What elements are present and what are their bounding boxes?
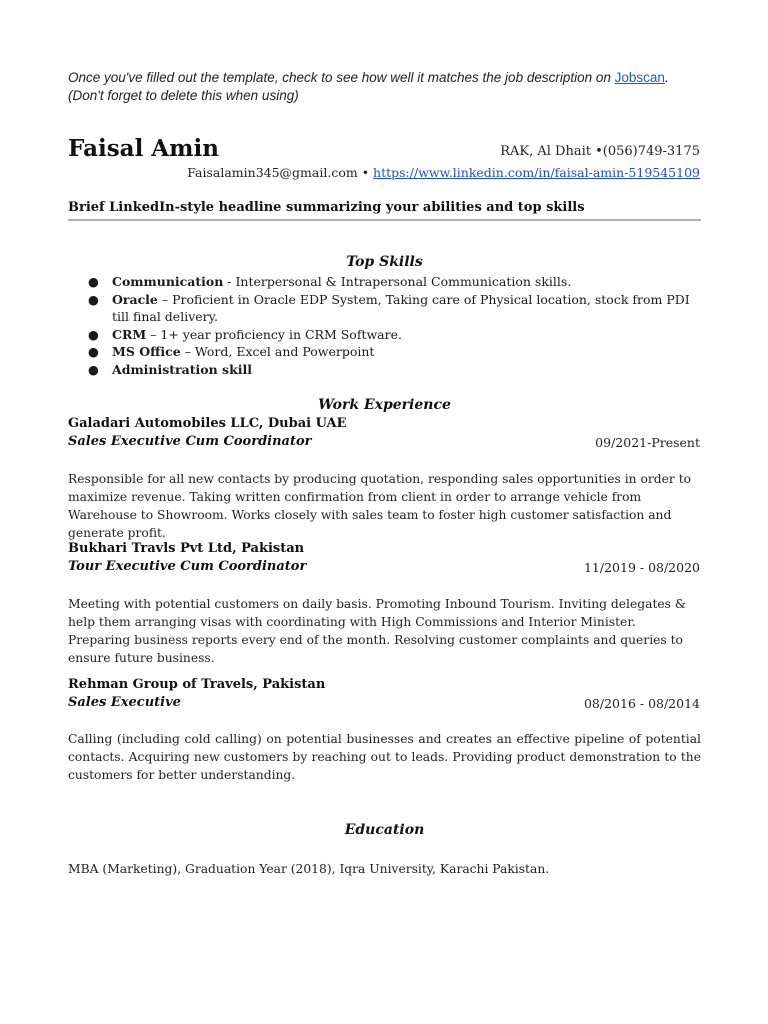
job-role: Tour Executive Cum Coordinator	[68, 559, 307, 574]
job-dates: 08/2016 - 08/2014	[583, 696, 700, 711]
skill-label: Communication	[112, 274, 224, 289]
candidate-name: Faisal Amin	[68, 135, 219, 162]
job-dates: 09/2021-Present	[595, 435, 700, 450]
template-note-line2: (Don't forget to delete this when using)	[68, 88, 299, 103]
job-dates: 11/2019 - 08/2020	[583, 560, 700, 575]
skill-item	[68, 273, 701, 291]
bullet-icon: ●	[88, 361, 99, 377]
linkedin-link[interactable]: https://www.linkedin.com/in/faisal-amin-519545109	[373, 165, 700, 180]
skill-label: MS Office	[112, 344, 181, 359]
job-company: Rehman Group of Travels, Pakistan	[68, 677, 326, 692]
jobscan-link[interactable]: Jobscan	[614, 70, 665, 85]
skill-item	[68, 291, 701, 326]
job-company: Bukhari Travls Pvt Ltd, Pakistan	[68, 541, 305, 556]
skill-text: - Interpersonal & Intrapersonal Communication skills.	[223, 274, 572, 289]
job-company: Galadari Automobiles LLC, Dubai UAE	[68, 416, 347, 431]
location-phone: RAK, Al Dhait •(056)749-3175	[500, 144, 700, 159]
template-note	[68, 69, 708, 105]
job-role: Sales Executive Cum Coordinator	[68, 434, 312, 449]
contact-separator: •	[357, 165, 374, 180]
headline: Brief LinkedIn-style headline summarizing your abilities and top skills	[68, 200, 701, 221]
experience-section-title: Work Experience	[318, 397, 451, 413]
email: Faisalamin345@gmail.com	[187, 165, 358, 180]
skill-label: Oracle	[112, 291, 158, 307]
skills-section-title: Top Skills	[346, 254, 423, 270]
skill-item	[68, 361, 701, 379]
job-description: Calling (including cold calling) on potential businesses and creates an effective pipeline of potential contacts. Acquiring new customers by reaching out to leads. Providing product demonstration to the customers for better understanding.	[68, 732, 701, 782]
bullet-icon: ●	[88, 274, 99, 289]
skill-text: – Proficient in Oracle EDP System, Taking care of Physical location, stock from PDI till final delivery.	[112, 291, 690, 324]
skill-label: CRM	[112, 326, 147, 342]
skill-text: – Word, Excel and Powerpoint	[180, 344, 375, 359]
job-description: Responsible for all new contacts by producing quotation, responding sales opportunities in order to maximize revenue. Taking written confirmation from client in order to arrange vehicle from Warehouse to Showroom. Works closely with sales team to foster high customer satisfaction and generate profit.	[68, 472, 692, 540]
job-role: Sales Executive	[68, 695, 181, 710]
education-section-title: Education	[344, 822, 425, 838]
bullet-icon: ●	[88, 326, 99, 342]
bullet-icon: ●	[88, 291, 99, 307]
skill-label: Administration skill	[112, 361, 252, 377]
bullet-icon: ●	[88, 344, 99, 359]
skill-text: – 1+ year proficiency in CRM Software.	[146, 326, 402, 342]
template-note-line1: Once you've filled out the template, check to see how well it matches the job description on Jobscan.	[68, 70, 669, 85]
education-entry: MBA (Marketing), Graduation Year (2018), Iqra University, Karachi Pakistan.	[68, 862, 550, 876]
skills-list	[68, 273, 701, 378]
skill-item	[68, 326, 701, 344]
job-description: Meeting with potential customers on daily basis. Promoting Inbound Tourism. Inviting delegates & help them arranging visas with coordinating with High Commissions and Interior Minister. Preparing business reports every end of the month. Resolving customer complaints and queries to ensure future business.	[68, 597, 686, 665]
skill-item	[68, 343, 701, 361]
contact-line	[187, 165, 700, 180]
